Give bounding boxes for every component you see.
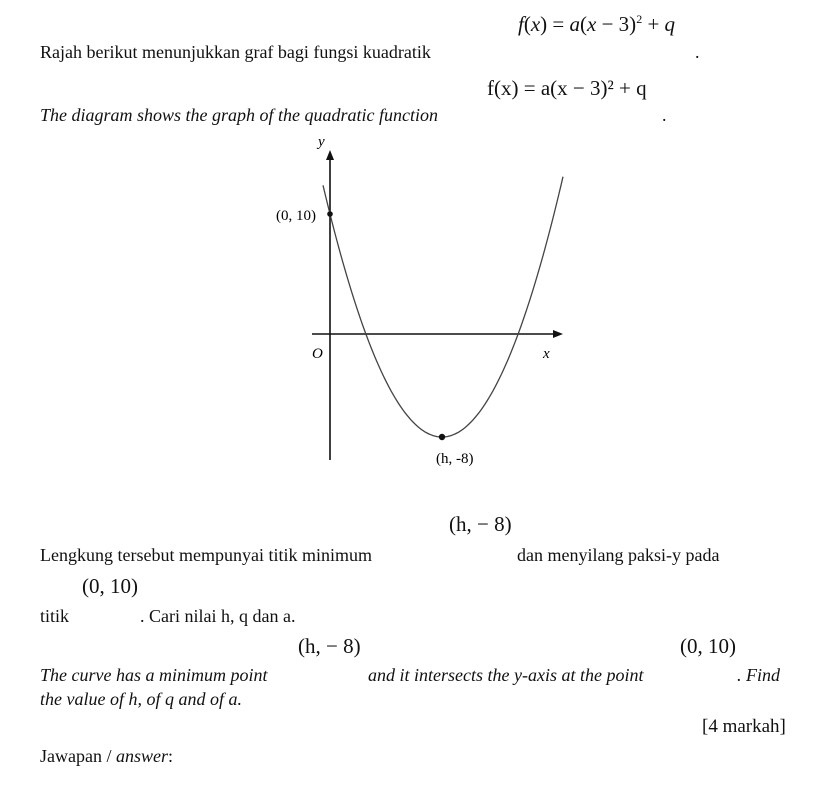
min-point-math-en: (h, − 8) <box>298 634 361 658</box>
answer-en: answer <box>115 746 168 766</box>
y-axis-label: y <box>318 134 325 150</box>
para-ms-2: dan menyilang paksi-y pada <box>517 545 720 565</box>
intro-en: The diagram shows the graph of the quadratic function <box>40 105 438 125</box>
para-ms-4: . Cari nilai h, q dan a. <box>140 606 296 626</box>
answer-colon: : <box>168 746 174 766</box>
intercept-point <box>327 211 333 217</box>
vertex-point <box>439 434 445 440</box>
para-en-4: the value of h, of q and of a. <box>40 689 242 709</box>
para-en-2: and it intersects the y-axis at the point <box>368 665 644 685</box>
intercept-math-en: (0, 10) <box>680 634 736 658</box>
origin-label: O <box>312 346 323 362</box>
period-en: . <box>662 105 667 125</box>
answer-ms: Jawapan / <box>40 746 116 766</box>
formula-ms: $f(x) = a(x - 3)^2 + q$ <box>518 12 676 36</box>
para-ms-3: titik <box>40 606 70 626</box>
vertex-label: (h, -8) <box>436 451 474 467</box>
para-ms-1: Lengkung tersebut mempunyai titik minimum <box>40 545 372 565</box>
marks: [4 markah] <box>702 716 786 737</box>
formula-en: f(x) = a(x − 3)² + q <box>487 76 647 100</box>
para-en-3: . Find <box>737 665 780 685</box>
intercept-label: (0, 10) <box>276 208 316 224</box>
x-axis-arrow-icon <box>553 330 563 338</box>
intro-ms: Rajah berikut menunjukkan graf bagi fungsi kuadratik <box>40 42 431 62</box>
para-en-1: The curve has a minimum point <box>40 665 268 685</box>
parabola-curve <box>323 177 563 437</box>
period: . <box>695 42 700 62</box>
answer-label <box>40 746 173 767</box>
intercept-math: (0, 10) <box>82 574 138 598</box>
min-point-math: (h, − 8) <box>449 512 512 536</box>
x-axis-label: x <box>543 346 550 362</box>
y-axis-arrow-icon <box>326 150 334 160</box>
